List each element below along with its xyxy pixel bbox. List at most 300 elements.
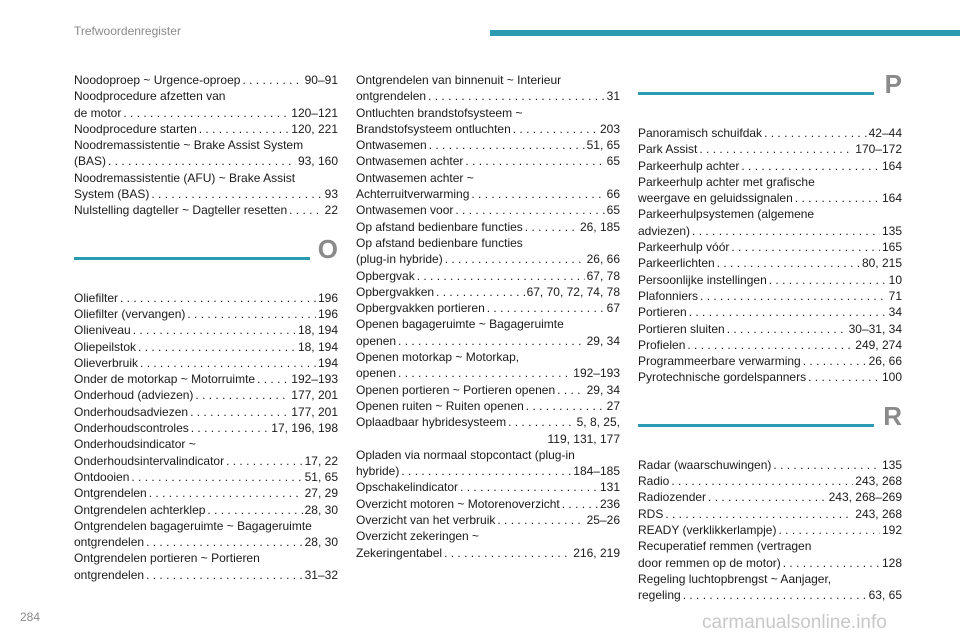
index-term: Openen portieren ~ Portieren openen: [356, 382, 556, 397]
index-entry: [74, 371, 338, 387]
index-entry-row: [356, 398, 620, 414]
dot-leader: [687, 337, 853, 353]
index-entry-row: [638, 555, 902, 571]
index-entry: [638, 353, 902, 369]
index-entry: [356, 512, 620, 528]
index-column-2: [356, 72, 620, 561]
index-entry: [356, 137, 620, 153]
index-entry: [74, 322, 338, 338]
page-reference: 26, 66: [586, 252, 620, 267]
dot-leader: [689, 304, 887, 320]
index-entry-row: [356, 268, 620, 284]
index-entry: [638, 158, 902, 174]
index-entry-row: [638, 337, 902, 353]
index-entry: [74, 436, 338, 469]
dot-leader: [741, 158, 880, 174]
index-entry: [638, 321, 902, 337]
dot-leader: [526, 398, 605, 414]
index-entry-row: [74, 534, 338, 550]
dot-leader: [195, 387, 289, 403]
page-reference: 243, 268: [855, 506, 902, 521]
index-entry-row: [74, 371, 338, 387]
index-entry-row: [638, 473, 902, 489]
index-term: de motor: [74, 105, 122, 120]
index-term: Zekeringentabel: [356, 545, 443, 560]
index-entry: [638, 571, 902, 604]
page-reference: 177, 201: [291, 388, 338, 403]
index-entry: [74, 170, 338, 203]
page-reference: 10: [888, 272, 902, 287]
index-entry: [638, 141, 902, 157]
index-term: Onderhoudscontroles: [74, 421, 189, 436]
dot-leader: [717, 255, 860, 271]
index-entry-row: [74, 105, 338, 121]
index-entry-row: [638, 288, 902, 304]
index-entry: [356, 170, 620, 203]
dot-leader: [795, 190, 880, 206]
index-entry-row: [356, 463, 620, 479]
page-reference-continued: 119, 131, 177: [547, 431, 620, 446]
page-reference: 135: [881, 223, 902, 238]
index-entry-row: [356, 333, 620, 349]
dot-leader: [769, 272, 887, 288]
index-entry: [356, 219, 620, 235]
index-entry-row: [638, 369, 902, 385]
page-reference: 31–32: [304, 567, 338, 582]
index-term: Parkeerhulp vóór: [638, 240, 730, 255]
index-entry-row: [74, 290, 338, 306]
index-entry-row: [638, 190, 902, 206]
dot-leader: [207, 502, 302, 518]
index-entry: [638, 272, 902, 288]
dot-leader: [133, 322, 296, 338]
index-column-1: [74, 72, 338, 583]
index-term: Park Assist: [638, 142, 698, 157]
index-entry-row: [638, 125, 902, 141]
index-entry-line: Parkeerhulp achter met grafische: [638, 174, 815, 189]
index-entry: [638, 304, 902, 320]
index-entry: [356, 300, 620, 316]
index-entry-line: Ontgrendelen van binnenuit ~ Interieur: [356, 73, 562, 87]
index-term: Opschakelindicator: [356, 480, 459, 495]
index-term: Ontwasemen achter: [356, 154, 464, 169]
dot-leader: [700, 288, 887, 304]
index-entry-row: [356, 251, 620, 267]
index-term: Opbergvakken portieren: [356, 301, 485, 316]
index-entry-row: [74, 420, 338, 436]
index-entry: [638, 489, 902, 505]
page-reference: 65: [606, 154, 620, 169]
page-reference: 27, 29: [304, 486, 338, 501]
section-header: [638, 69, 902, 116]
index-entry-line: Onderhoudsindicator ~: [74, 437, 196, 452]
index-term: System (BAS): [74, 187, 150, 202]
page-reference: 51, 65: [304, 469, 338, 484]
index-entry-line: Opladen via normaal stopcontact (plug-in: [356, 447, 575, 462]
page-reference: 31: [606, 89, 620, 104]
index-term: openen: [356, 366, 397, 381]
watermark: carmanualsonline.info: [702, 612, 887, 633]
dot-leader: [471, 186, 604, 202]
dot-leader: [398, 333, 585, 349]
index-entry-line: Parkeerhulpsystemen (algemene: [638, 207, 815, 222]
index-term: Pyrotechnische gordelspanners: [638, 370, 807, 385]
index-entry-line: Openen bagageruimte ~ Bagageruimte: [356, 317, 564, 332]
index-entry: [74, 137, 338, 170]
dot-leader: [191, 420, 270, 436]
index-entry: [638, 255, 902, 271]
index-entry: [74, 469, 338, 485]
index-term: openen: [356, 333, 397, 348]
index-term: Openen ruiten ~ Ruiten openen: [356, 398, 524, 413]
index-entry: [356, 235, 620, 268]
index-term: Ontdooien: [74, 469, 130, 484]
page-reference: 236: [599, 496, 620, 511]
dot-leader: [487, 300, 605, 316]
dot-leader: [190, 404, 289, 420]
dot-leader: [429, 137, 585, 153]
page-reference: 196: [317, 306, 338, 321]
dot-leader: [151, 186, 322, 202]
index-entry-row: [74, 453, 338, 469]
index-term: Opbergvakken: [356, 284, 435, 299]
dot-leader: [140, 355, 316, 371]
index-term: Noodoproep ~ Urgence-oproep: [74, 73, 241, 87]
index-term: Panoramisch schuifdak: [638, 126, 763, 140]
index-term: Plafonniers: [638, 288, 699, 303]
page-reference: 67: [606, 301, 620, 316]
page-reference: 29, 34: [586, 382, 620, 397]
dot-leader: [665, 506, 853, 522]
page-reference: 192–193: [291, 372, 338, 387]
index-term: Ontwasemen: [356, 138, 427, 153]
index-entry-row: [356, 414, 620, 430]
page-reference: 93, 160: [297, 154, 338, 169]
index-term: Nulstelling dagteller ~ Dagteller resetten: [74, 203, 288, 218]
index-term: Parkeerlichten: [638, 256, 715, 271]
dot-leader: [146, 534, 303, 550]
index-entry-line: Ontwasemen achter ~: [356, 170, 474, 185]
page-number: 284: [20, 610, 41, 624]
index-entry-row: [638, 587, 902, 603]
page-reference: 100: [881, 370, 902, 385]
page-reference: 90–91: [304, 73, 338, 87]
index-entry: [638, 288, 902, 304]
dot-leader: [465, 153, 604, 169]
index-term: Portieren: [638, 305, 687, 320]
header-title: Trefwoordenregister: [74, 24, 181, 38]
index-entry: [356, 414, 620, 447]
index-term: door remmen op de motor): [638, 555, 781, 570]
section-divider: [74, 257, 310, 260]
index-term: adviezen): [638, 223, 691, 238]
index-entry: [356, 382, 620, 398]
page-reference: 192–193: [573, 366, 620, 381]
index-entry-row: [356, 121, 620, 137]
page-reference: 34: [888, 305, 902, 320]
page-reference: 128: [881, 555, 902, 570]
dot-leader: [808, 369, 880, 385]
index-term: Oliefilter: [74, 290, 119, 305]
index-entry: [356, 72, 620, 105]
index-entry-row: [74, 502, 338, 518]
page-reference: 249, 274: [855, 337, 902, 352]
index-term: weergave en geluidssignalen: [638, 191, 793, 206]
index-entry: [638, 506, 902, 522]
page-reference: 30–31, 34: [848, 321, 902, 336]
dot-leader: [731, 239, 880, 255]
index-entry: [356, 105, 620, 138]
index-entry: [74, 550, 338, 583]
page-reference: 29, 34: [586, 333, 620, 348]
index-column-3: [638, 69, 902, 603]
section-divider: [638, 92, 874, 95]
index-entry: [74, 404, 338, 420]
page-reference: 194: [317, 355, 338, 370]
index-entry: [74, 502, 338, 518]
dot-leader: [773, 457, 880, 473]
index-term: Persoonlijke instellingen: [638, 272, 767, 287]
dot-leader: [671, 473, 853, 489]
dot-leader: [226, 453, 303, 469]
page-reference: 131: [599, 480, 620, 495]
page-reference: 120, 221: [291, 121, 338, 136]
index-term: Onderhoudsadviezen: [74, 404, 189, 419]
index-entry-line: Openen motorkap ~ Motorkap,: [356, 350, 520, 365]
index-term: Programmeerbare verwarming: [638, 354, 801, 369]
section-letter: R: [883, 400, 902, 431]
index-entry: [356, 528, 620, 561]
index-term: Onder de motorkap ~ Motorruimte: [74, 372, 256, 387]
index-term: RDS: [638, 506, 664, 521]
page-reference: 203: [599, 121, 620, 136]
index-term: Brandstofsysteem ontluchten: [356, 121, 511, 136]
page-reference: 28, 30: [304, 502, 338, 517]
index-entry-row: [74, 485, 338, 501]
index-entry-row: [356, 137, 620, 153]
index-term: Radar (waarschuwingen): [638, 457, 772, 472]
index-entry: [356, 447, 620, 480]
index-entry: [74, 339, 338, 355]
index-entry-row: [74, 469, 338, 485]
index-entry-row: [74, 72, 338, 88]
index-entry-line: Op afstand bedienbare functies: [356, 235, 523, 250]
dot-leader: [187, 306, 316, 322]
index-term: hybride): [356, 464, 400, 479]
dot-leader: [428, 88, 605, 104]
dot-leader: [764, 125, 867, 141]
page-reference: 63, 65: [868, 588, 902, 603]
dot-leader: [108, 153, 296, 169]
index-entry-row: [356, 496, 620, 512]
page-reference: 17, 196, 198: [271, 421, 338, 436]
page-reference: 170–172: [855, 142, 902, 157]
index-entry: [356, 398, 620, 414]
index-entry: [638, 369, 902, 385]
index-entry-row: [74, 202, 338, 218]
index-entry: [638, 337, 902, 353]
page-reference: 93: [324, 187, 338, 202]
page-reference: 164: [881, 191, 902, 206]
index-entry: [638, 457, 902, 473]
dot-leader: [460, 479, 598, 495]
index-entry-row: [74, 355, 338, 371]
index-entry-line: Recuperatief remmen (vertragen: [638, 539, 812, 554]
page-reference: 26, 66: [868, 354, 902, 369]
dot-leader: [146, 567, 303, 583]
dot-leader: [778, 522, 879, 538]
index-entry: [638, 206, 902, 239]
page-reference: 135: [881, 457, 902, 472]
page-reference: 28, 30: [304, 535, 338, 550]
page-reference: 184–185: [573, 464, 620, 479]
index-term: regeling: [638, 588, 681, 603]
index-term: Onderhoud (adviezen): [74, 388, 194, 403]
dot-leader: [692, 223, 880, 239]
index-entry: [74, 72, 338, 88]
page-reference: 216, 219: [573, 545, 620, 560]
dot-leader: [444, 545, 571, 561]
index-entry: [638, 125, 902, 141]
index-entry: [638, 522, 902, 538]
index-term: Achterruitverwarming: [356, 187, 470, 202]
page-reference: 18, 194: [297, 323, 338, 338]
dot-leader: [401, 463, 571, 479]
index-entry-row: [638, 255, 902, 271]
index-term: Portieren sluiten: [638, 321, 725, 336]
index-entry: [356, 202, 620, 218]
index-term: Ontgrendelen achterklep: [74, 502, 206, 517]
index-entry-row: [356, 284, 620, 300]
index-entry-row: [638, 272, 902, 288]
index-entry: [356, 153, 620, 169]
index-term: Olieniveau: [74, 323, 131, 338]
index-entry-row: [638, 239, 902, 255]
dot-leader: [708, 489, 827, 505]
dot-leader: [120, 290, 316, 306]
page-reference: 67, 70, 72, 74, 78: [526, 284, 620, 299]
dot-leader: [513, 121, 598, 137]
page-reference: 5, 8, 25,: [576, 415, 620, 430]
index-term: Radiozender: [638, 490, 707, 505]
index-entry-row: [356, 153, 620, 169]
index-term: (plug-in hybride): [356, 252, 443, 267]
page-reference: 67, 78: [586, 268, 620, 283]
index-entry-row: [356, 219, 620, 235]
index-entry-row: [74, 121, 338, 137]
index-term: Opbergvak: [356, 268, 415, 283]
index-term: ontgrendelen: [74, 567, 145, 582]
index-entry: [356, 284, 620, 300]
index-entry-row: [356, 202, 620, 218]
index-entry-row: [638, 223, 902, 239]
dot-leader: [557, 382, 584, 398]
index-entry: [74, 88, 338, 121]
page-reference: 165: [881, 240, 902, 255]
dot-leader: [497, 512, 584, 528]
index-term: Overzicht van het verbruik: [356, 513, 496, 528]
page-reference: 192: [881, 522, 902, 537]
index-term: Oplaadbaar hybridesysteem: [356, 415, 507, 430]
dot-leader: [138, 339, 296, 355]
index-term: (BAS): [74, 154, 107, 169]
index-term: ontgrendelen: [356, 89, 427, 104]
index-entry: [74, 202, 338, 218]
section-divider: [638, 424, 874, 427]
index-entry: [74, 387, 338, 403]
page-reference: 66: [606, 187, 620, 202]
index-entry: [638, 473, 902, 489]
index-term: Overzicht motoren ~ Motorenoverzicht: [356, 496, 560, 511]
index-term: Oliepeilstok: [74, 339, 137, 354]
index-term: Ontwasemen voor: [356, 203, 454, 218]
page-reference: 196: [317, 290, 338, 305]
page-reference: 26, 185: [579, 219, 620, 234]
index-entry: [74, 290, 338, 306]
page-reference: 164: [881, 158, 902, 173]
section-header: [638, 400, 902, 448]
section-header: [74, 233, 338, 281]
dot-leader: [123, 105, 289, 121]
dot-leader: [199, 121, 290, 137]
index-entry: [638, 239, 902, 255]
index-entry-row: [638, 489, 902, 505]
section-letter: P: [884, 69, 902, 99]
index-entry-row: [356, 88, 620, 104]
index-entry: [74, 485, 338, 501]
index-entry: [356, 316, 620, 349]
index-term: Ontgrendelen: [74, 486, 147, 501]
dot-leader: [803, 353, 867, 369]
index-term: Olieverbruik: [74, 355, 139, 370]
index-entry-row: [74, 339, 338, 355]
index-entry-row: [356, 186, 620, 202]
index-entry-line: Ontgrendelen bagageruimte ~ Bagageruimte: [74, 518, 312, 533]
dot-leader: [149, 485, 303, 501]
index-entry-line: Noodremassistentie (AFU) ~ Brake Assist: [74, 170, 296, 185]
index-term: Profielen: [638, 337, 686, 352]
index-entry: [74, 420, 338, 436]
dot-leader: [683, 587, 867, 603]
index-entry-row: [638, 506, 902, 522]
dot-leader: [398, 365, 571, 381]
page-reference: 27: [606, 398, 620, 413]
index-entry-row: [74, 153, 338, 169]
page-reference: 243, 268: [855, 474, 902, 489]
index-term: Op afstand bedienbare functies: [356, 219, 523, 234]
page-reference: 120–121: [291, 105, 338, 120]
index-term: Noodprocedure starten: [74, 121, 197, 136]
index-entry-row: [638, 353, 902, 369]
index-entry-line: Overzicht zekeringen ~: [356, 529, 480, 544]
dot-leader: [436, 284, 525, 300]
index-entry-row: [638, 457, 902, 473]
index-entry-row: [356, 300, 620, 316]
index-entry: [74, 518, 338, 551]
dot-leader: [131, 469, 302, 485]
index-entry-row: [74, 387, 338, 403]
index-entry-row: [356, 479, 620, 495]
index-entry-row: [74, 404, 338, 420]
page-reference: 243, 268–269: [828, 490, 902, 505]
index-entry: [356, 496, 620, 512]
page-reference: 71: [888, 288, 902, 303]
index-entry-row: [74, 322, 338, 338]
index-entry-row: [74, 186, 338, 202]
page-reference: 65: [606, 203, 620, 218]
index-entry-line: Regeling luchtopbrengst ~ Aanjager,: [638, 571, 832, 586]
section-letter: O: [317, 233, 338, 264]
